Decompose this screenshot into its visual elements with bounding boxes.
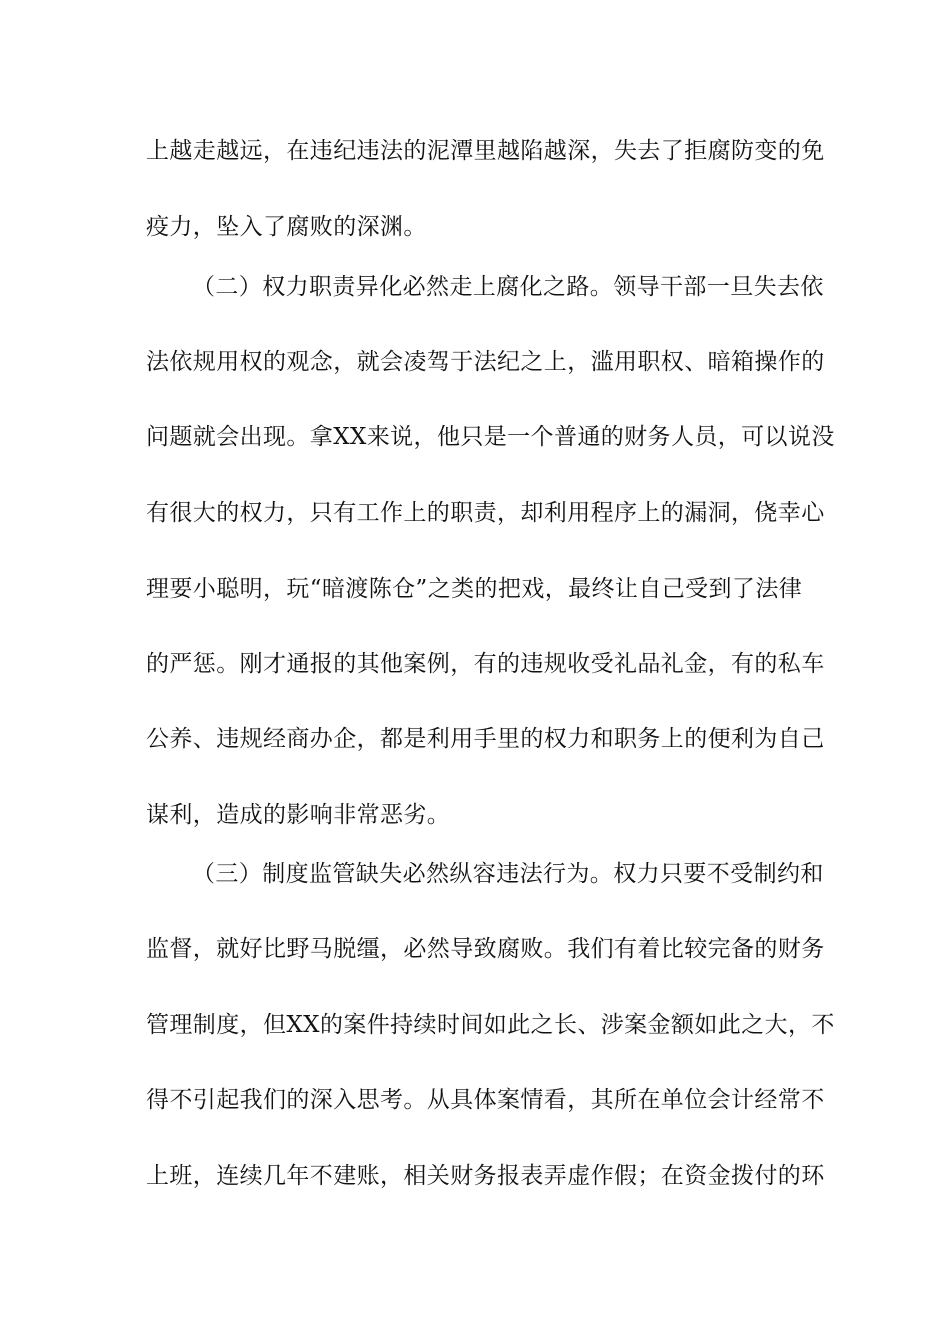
text-line: （三）制度监管缺失必然纵容违法行为。权力只要不受制约和 [192, 861, 824, 887]
text-line: 谋利，造成的影响非常恶劣。 [146, 802, 451, 828]
text-line: 的严惩。刚才通报的其他案例，有的违规收受礼品礼金，有的私车 [146, 651, 825, 677]
text-line: 得不引起我们的深入思考。从具体案情看，其所在单位会计经常不 [146, 1087, 825, 1113]
text-line: 上越走越远，在违纪违法的泥潭里越陷越深，失去了拒腐防变的免 [146, 138, 825, 164]
text-line: （二）权力职责异化必然走上腐化之路。领导干部一旦失去依 [192, 274, 824, 300]
text-line: 监督，就好比野马脱缰，必然导致腐败。我们有着比较完备的财务 [146, 936, 825, 962]
text-line: 问题就会出现。拿XX来说，他只是一个普通的财务人员，可以说没 [146, 424, 835, 450]
text-line: 疫力，坠入了腐败的深渊。 [146, 214, 427, 240]
text-line: 理要小聪明，玩“暗渡陈仓”之类的把戏，最终让自己受到了法律 [146, 576, 803, 602]
text-line: 管理制度，但XX的案件持续时间如此之长、涉案金额如此之大，不 [146, 1012, 835, 1038]
text-line: 法依规用权的观念，就会凌驾于法纪之上，滥用职权、暗箱操作的 [146, 349, 825, 375]
text-line: 公养、违规经商办企，都是利用手里的权力和职务上的便利为自己 [146, 726, 825, 752]
text-line: 上班，连续几年不建账，相关财务报表弄虚作假；在资金拨付的环 [146, 1163, 825, 1189]
text-line: 有很大的权力，只有工作上的职责，却利用程序上的漏洞，侥幸心 [146, 500, 825, 526]
